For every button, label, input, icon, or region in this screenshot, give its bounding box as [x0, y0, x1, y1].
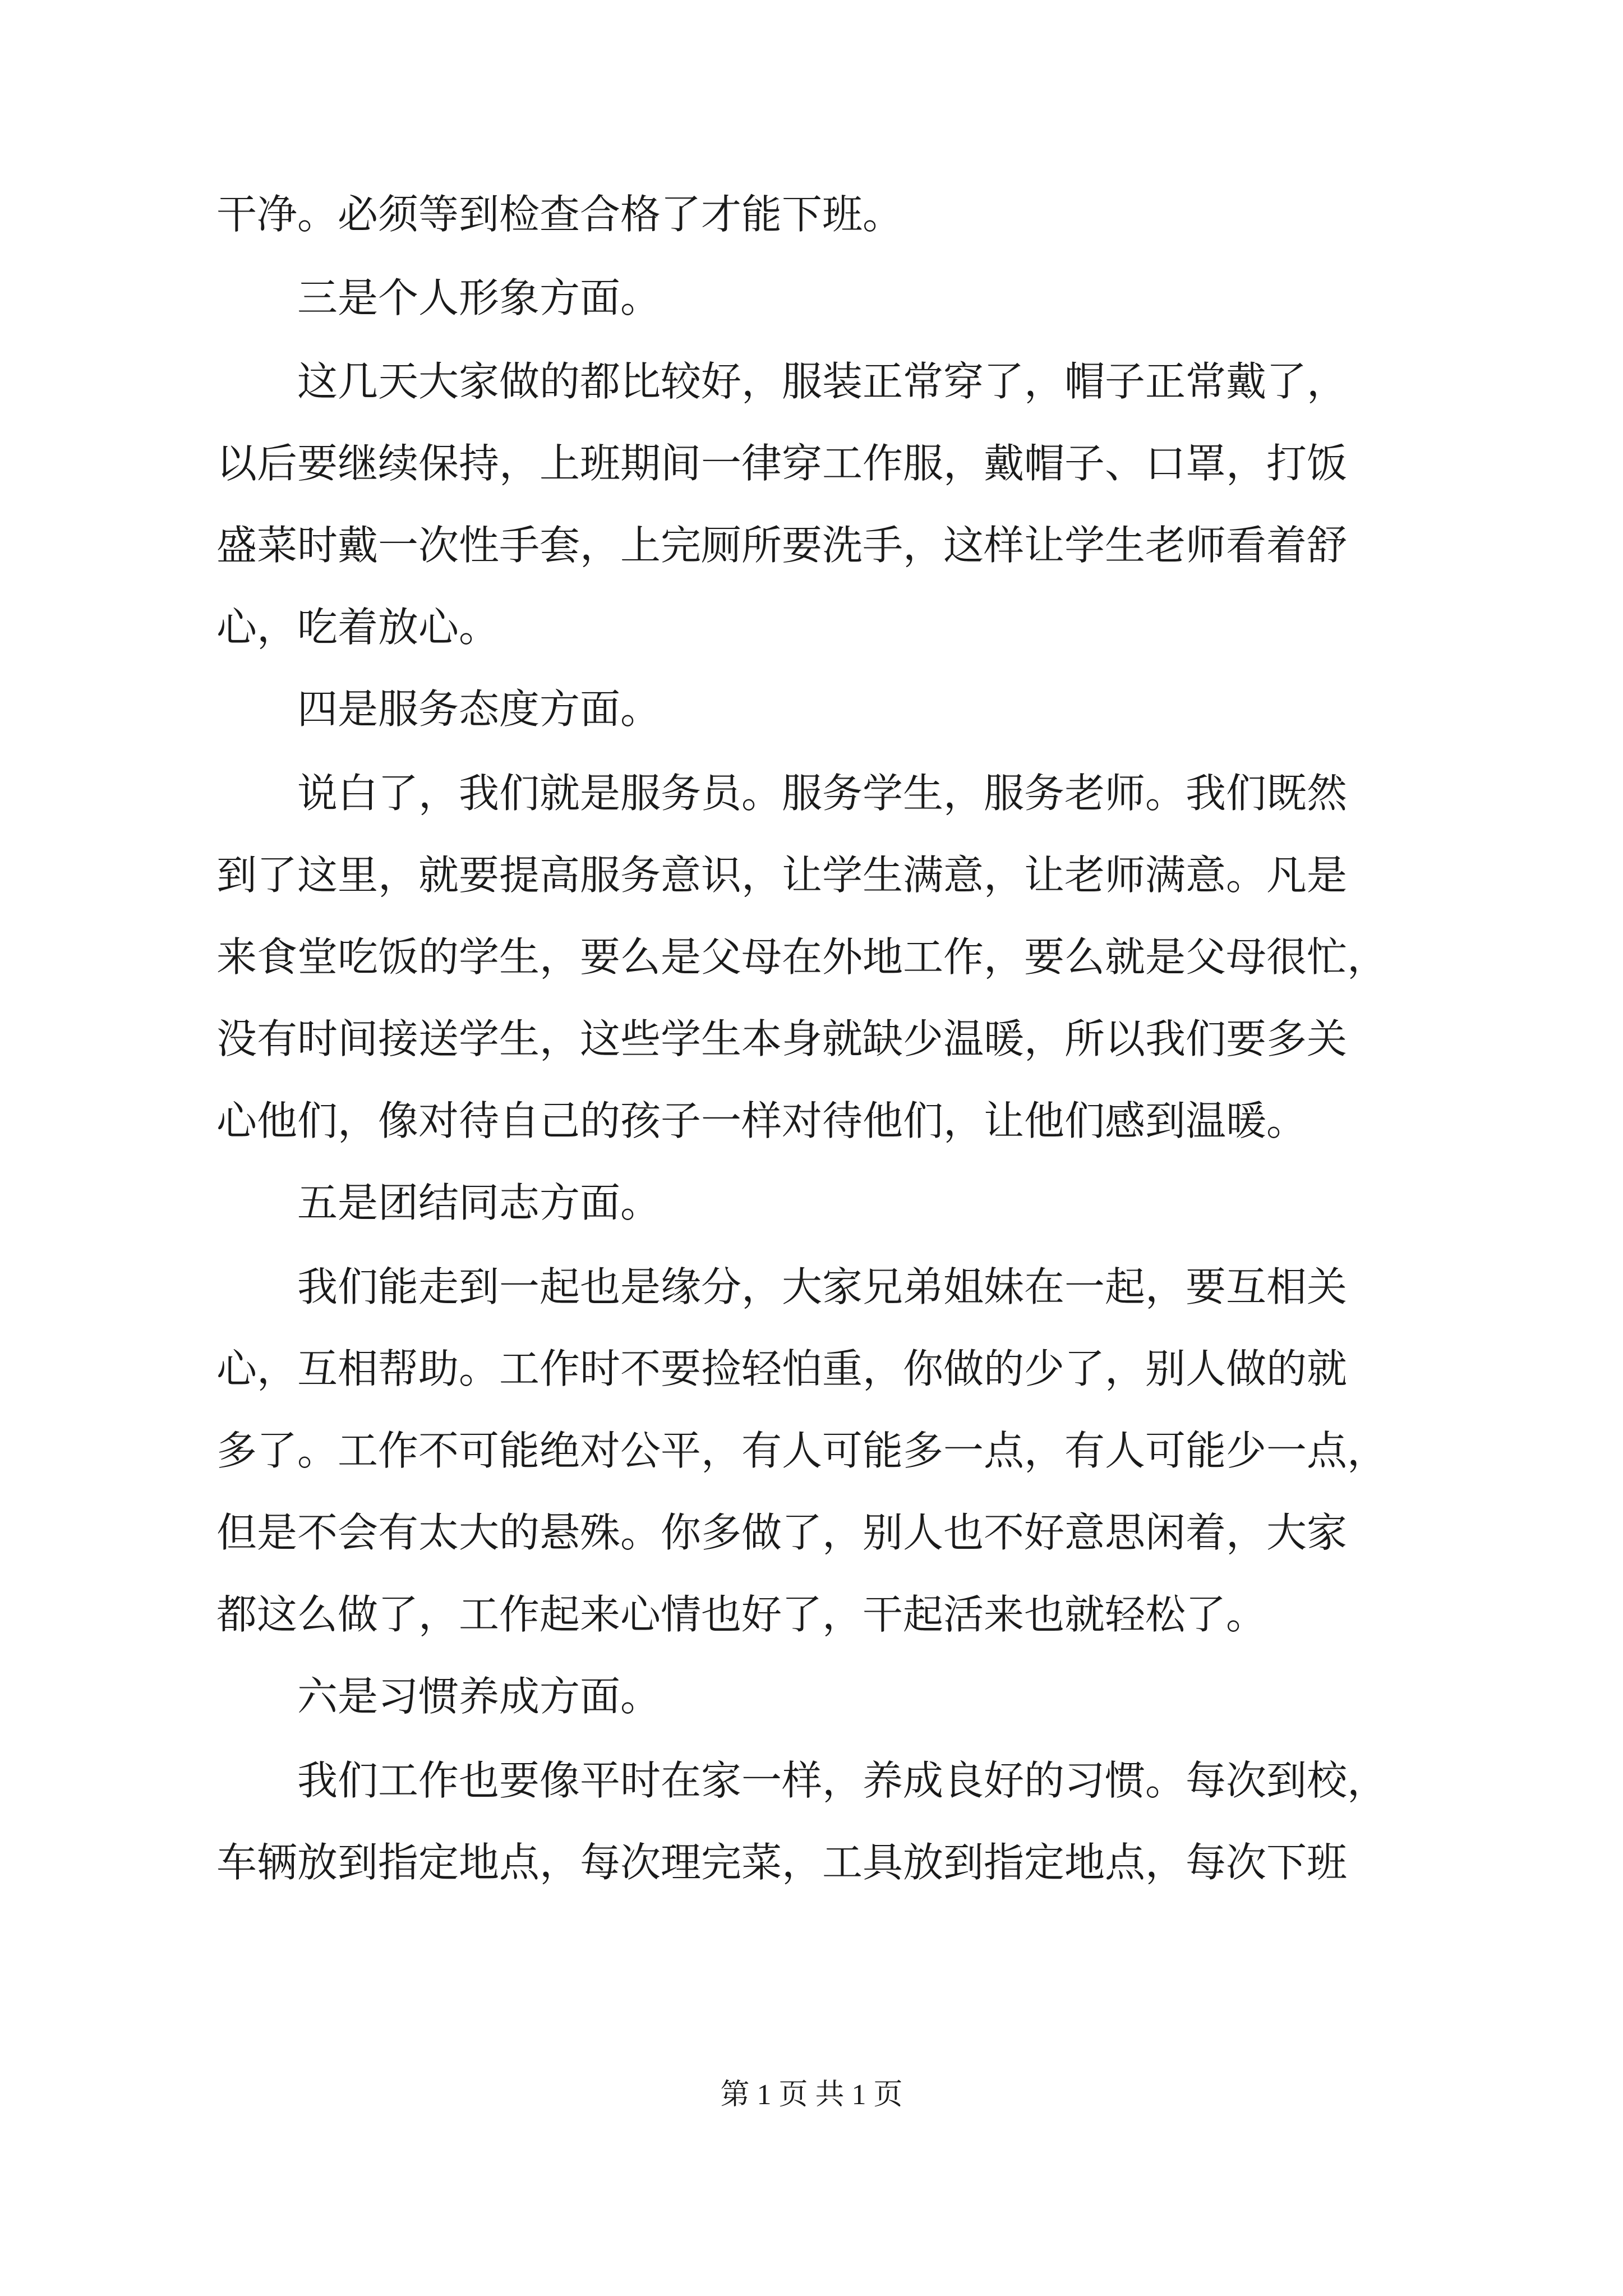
text-line: 来食堂吃饭的学生，要么是父母在外地工作，要么就是父母很忙， — [216, 933, 1388, 981]
paragraph-first-line: 我们工作也要像平时在家一样，养成良好的习惯。每次到校， — [297, 1757, 1388, 1804]
text-line: 但是不会有太大的悬殊。你多做了，别人也不好意思闲着，大家 — [216, 1509, 1348, 1556]
text-line: 车辆放到指定地点，每次理完菜，工具放到指定地点，每次下班 — [216, 1839, 1348, 1886]
text-line: 干净。必须等到检查合格了才能下班。 — [216, 191, 903, 238]
text-line: 心，互相帮助。工作时不要捡轻怕重，你做的少了，别人做的就 — [216, 1345, 1348, 1392]
section-heading: 四是服务态度方面。 — [297, 685, 661, 733]
text-line: 盛菜时戴一次性手套，上完厕所要洗手，这样让学生老师看着舒 — [216, 522, 1348, 569]
text-line: 都这么做了，工作起来心情也好了，干起活来也就轻松了。 — [216, 1591, 1267, 1638]
section-heading: 六是习惯养成方面。 — [297, 1673, 661, 1720]
text-line: 没有时间接送学生，这些学生本身就缺少温暖，所以我们要多关 — [216, 1015, 1348, 1062]
section-heading: 三是个人形象方面。 — [297, 274, 661, 321]
text-line: 心他们，像对待自己的孩子一样对待他们，让他们感到温暖。 — [216, 1097, 1307, 1144]
text-line: 心，吃着放心。 — [216, 604, 500, 651]
section-heading: 五是团结同志方面。 — [297, 1179, 661, 1226]
text-line: 以后要继续保持，上班期间一律穿工作服，戴帽子、口罩，打饭 — [216, 440, 1348, 487]
text-line: 多了。工作不可能绝对公平，有人可能多一点，有人可能少一点， — [216, 1427, 1388, 1474]
paragraph-first-line: 这几天大家做的都比较好，服装正常穿了，帽子正常戴了， — [297, 358, 1348, 405]
text-line: 到了这里，就要提高服务意识，让学生满意，让老师满意。凡是 — [216, 852, 1348, 899]
paragraph-first-line: 说白了，我们就是服务员。服务学生，服务老师。我们既然 — [297, 770, 1348, 817]
page-footer: 第 1 页 共 1 页 — [720, 2079, 903, 2111]
paragraph-first-line: 我们能走到一起也是缘分，大家兄弟姐妹在一起，要互相关 — [297, 1263, 1348, 1310]
